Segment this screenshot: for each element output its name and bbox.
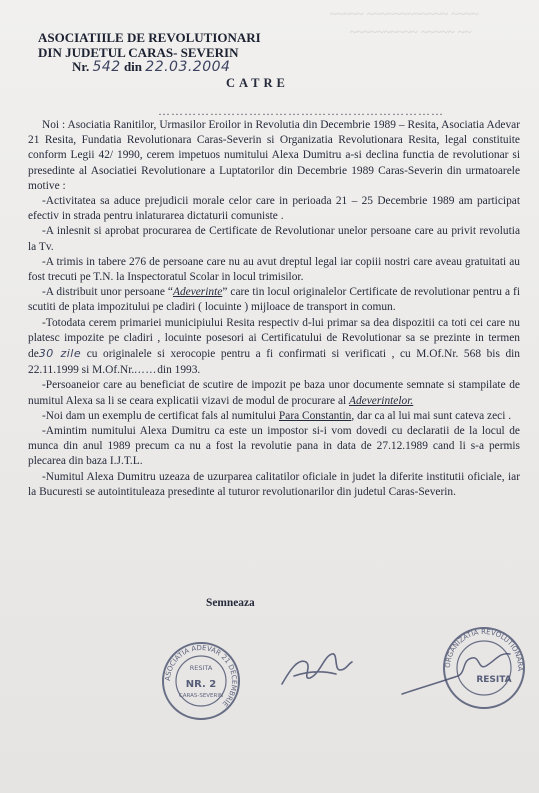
din-label: din [123,59,143,74]
addressee-title: CATRE [226,76,289,90]
svg-text:ORGANIZATIA REVOLUTIONARA [444,628,524,672]
stamp-left-city: RESITA [189,664,213,672]
reverse-side-bleed: ~~~~~ ~~~~~~~~~~~~ ~~~~ [330,6,479,21]
letter-body [28,118,520,500]
handwritten-signature [276,640,356,694]
addressee-line: ………………………………………………………… [158,104,444,118]
nr-handwritten: 542 [92,59,121,75]
org-name-line2: DIN JUDETUL CARAS- SEVERIN [38,45,239,60]
stamp-left-county: CARAS-SEVERIN [178,693,224,699]
reason-7: -Noi dam un exemplu de certificat fals al numitului Para Constantin, dar ca al lui mai sunt cateva zeci . [42,409,512,422]
stamp-left-ring-text: ASOCIATIA ADEVAR 21 DECEMBRIE [163,643,239,708]
handwritten-gazette-nr: …… [134,363,158,377]
intro-paragraph: Noi : Asociatia Ranitilor, Urmasilor Eroilor in Revolutia din Decembrie 1989 – Resita, Asociatia Adevar 21 Resita, Fundatia Revolutionara Caras-Severin si Organizatia Revolutionara Resita, legal constituite conform Legii 42/ 1990, cerem impetuos numitului Alexa Dumitru a-si declina functia de revolutionar si presedinte al Asociatiei Revolutionare a Luptatorilor din Decembrie 1989 Caras-Severin din urmatoarele motive : [28,119,520,192]
stamp-right-city: RESITA [476,675,512,685]
reason-3: -A trimis in tabere 276 de persoane care nu au avut dreptul legal iar copiii nostri care aveau gratuitati au fost trecuti pe T.N. la Inspectoratul Scolar in locul trimisilor. [28,255,520,284]
underlined-adeverintelor: Adeverintelor. [349,394,414,407]
signature-label: Semneaza [206,597,255,609]
reason-2: -A inlesnit si aprobat procurarea de Certificate de Revolutionar unelor persoane care au privit revolutia la Tv. [28,225,520,253]
stamp-right-ring-text: ORGANIZATIA REVOLUTIONARA [443,627,525,672]
reason-1: -Activitatea sa aduce prejudicii morale celor care in perioada 21 – 25 Decembrie 1989 am participat efectiv in strada pentru inlaturarea dictaturii comuniste . [28,195,520,223]
registration-line [72,59,230,75]
reason-9: -Numitul Alexa Dumitru uzeaza de uzurparea calitatilor oficiale in judet la diferite institutii oficiale, iar la Bucuresti se autointituleaza presedinte al tuturor revolutionarilor din judetul Caras-Severin. [28,470,520,498]
reverse-side-bleed: ~~~~~~~~~~ ~~~~~ ~~ [350,24,472,39]
stamp-left-nr: NR. 2 [185,679,217,690]
reason-6: -Persoaneior care au beneficiat de scutire de impozit pe baza unor documente semnate si stampilate de numitul Alexa sa li se ceara explicatii vizavi de modul de procurare al Adeverintelor. [28,379,520,407]
date-handwritten: 22.03.2004 [145,59,231,75]
association-stamp-left [160,640,242,722]
underlined-adeverinte: Adeverinte [172,286,223,299]
reason-8: -Amintim numitului Alexa Dumitru ca este un impostor si-i vom dovedi cu declaratii de la locul de munca din anul 1989 precum ca nu a fost la revolutie pana in data de 27.12.1989 cand li s-a permis plecarea din baza I.J.T.L. [28,425,520,468]
reason-4: -A distribuit unor persoane “Adeverinte” care tin locul originalelor Certificate de revolutionar pentru a fi scutiti de plata impozitului pe cladiri ( locuinte ) mijloace de transport in comun. [28,286,520,314]
underlined-name: Para Constantin [278,409,352,422]
org-name-line1: ASOCIATIILE DE REVOLUTIONARI [38,30,261,45]
reason-5: -Totodata cerem primariei municipiului Resita respectiv d-lui primar sa dea dispozitii ca toti cei care nu platesc impozite pe cladiri , locuinte posesori ai Certificatului de Revolutionar sa se prezinte in termen de30 zile cu originalele si xerocopie pentru a fi confirmati si verificati , cu M.Of.Nr. 568 bis din 22.11.1999 si M.Of.Nr.……din 1993. [28,316,520,377]
organization-stamp-right [400,624,526,712]
nr-label: Nr. [72,59,90,74]
handwritten-term: 30 zile [38,347,82,361]
